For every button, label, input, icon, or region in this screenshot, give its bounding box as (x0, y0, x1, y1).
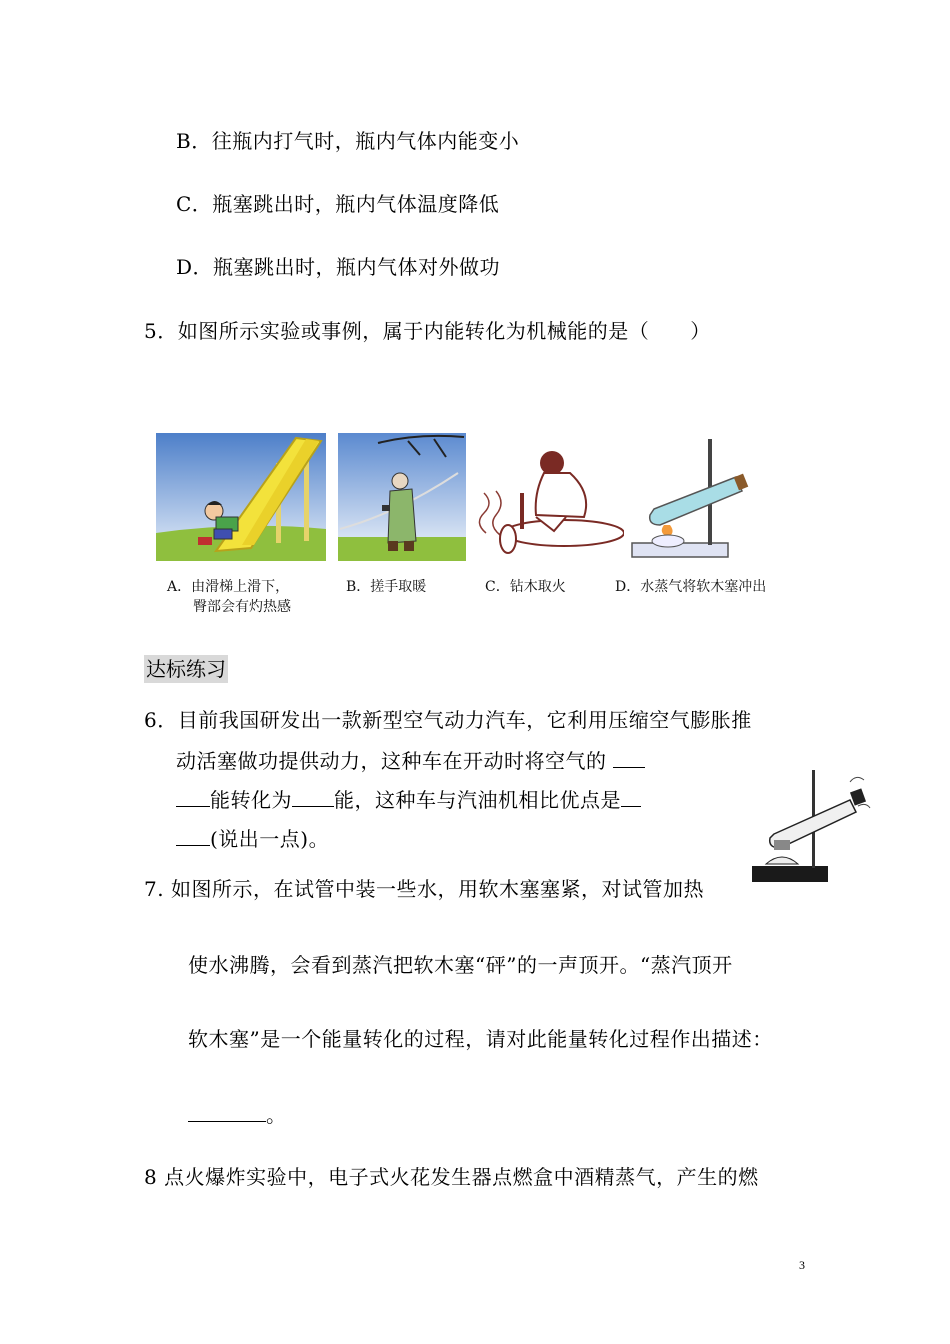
q6-line4-text: (说出一点)。 (210, 827, 330, 851)
figure-b-caption: B．搓手取暖 (346, 579, 427, 595)
q7-line2: 使水沸腾，会看到蒸汽把软木塞“砰”的一声顶开。“蒸汽顶开 (188, 953, 733, 977)
figure-c-drilling-wood-image (474, 433, 624, 563)
q6-blank-2[interactable] (292, 786, 334, 807)
q7-test-tube-apparatus-image (746, 766, 872, 890)
page-number: 3 (799, 1258, 805, 1272)
q7-line4-end: 。 (266, 1103, 287, 1127)
figure-b-rubbing-hands-image (338, 433, 466, 561)
section-title: 达标练习 (146, 657, 226, 681)
q6-line1: 6．目前我国研发出一款新型空气动力汽车，它利用压缩空气膨胀推 (144, 708, 752, 732)
figure-d-test-tube-image (628, 433, 754, 561)
q4-option-b: B．往瓶内打气时，瓶内气体内能变小 (176, 129, 520, 153)
q6-blank-3b[interactable] (176, 825, 210, 846)
q6-line3-text-a: 能转化为 (210, 788, 292, 812)
figure-d-caption: D．水蒸气将软木塞冲出 (615, 579, 767, 595)
q8-line1: 8 点火爆炸实验中，电子式火花发生器点燃盒中酒精蒸气，产生的燃 (144, 1165, 759, 1189)
q7-line4 (188, 1101, 287, 1128)
q6-line3-text-b: 能，这种车与汽油机相比优点是 (334, 788, 621, 812)
q4-option-c: C．瓶塞跳出时，瓶内气体温度降低 (176, 192, 500, 216)
q6-line2-text: 动活塞做功提供动力，这种车在开动时将空气的 (176, 749, 614, 773)
q6-line3 (176, 786, 641, 813)
q7-answer-blank[interactable] (188, 1101, 266, 1122)
q6-line2 (176, 747, 645, 774)
q6-blank-3a[interactable] (621, 786, 641, 807)
figure-a-caption-line2: 臀部会有灼热感 (193, 599, 291, 615)
q6-blank-1b[interactable] (176, 786, 210, 807)
q6-blank-1a[interactable] (613, 747, 645, 768)
q7-line3: 软木塞”是一个能量转化的过程，请对此能量转化过程作出描述： (188, 1027, 773, 1051)
q6-line4 (176, 825, 329, 852)
q4-option-d: D．瓶塞跳出时，瓶内气体对外做功 (176, 255, 501, 279)
figure-c-caption: C．钻木取火 (485, 579, 566, 595)
figure-a-slide-image (156, 433, 326, 561)
q5-stem: 5．如图所示实验或事例，属于内能转化为机械能的是（ ） (144, 319, 711, 343)
q7-line1: 7. 如图所示，在试管中装一些水，用软木塞塞紧，对试管加热 (144, 877, 704, 901)
figure-a-caption-line1: A．由滑梯上滑下， (167, 579, 290, 595)
